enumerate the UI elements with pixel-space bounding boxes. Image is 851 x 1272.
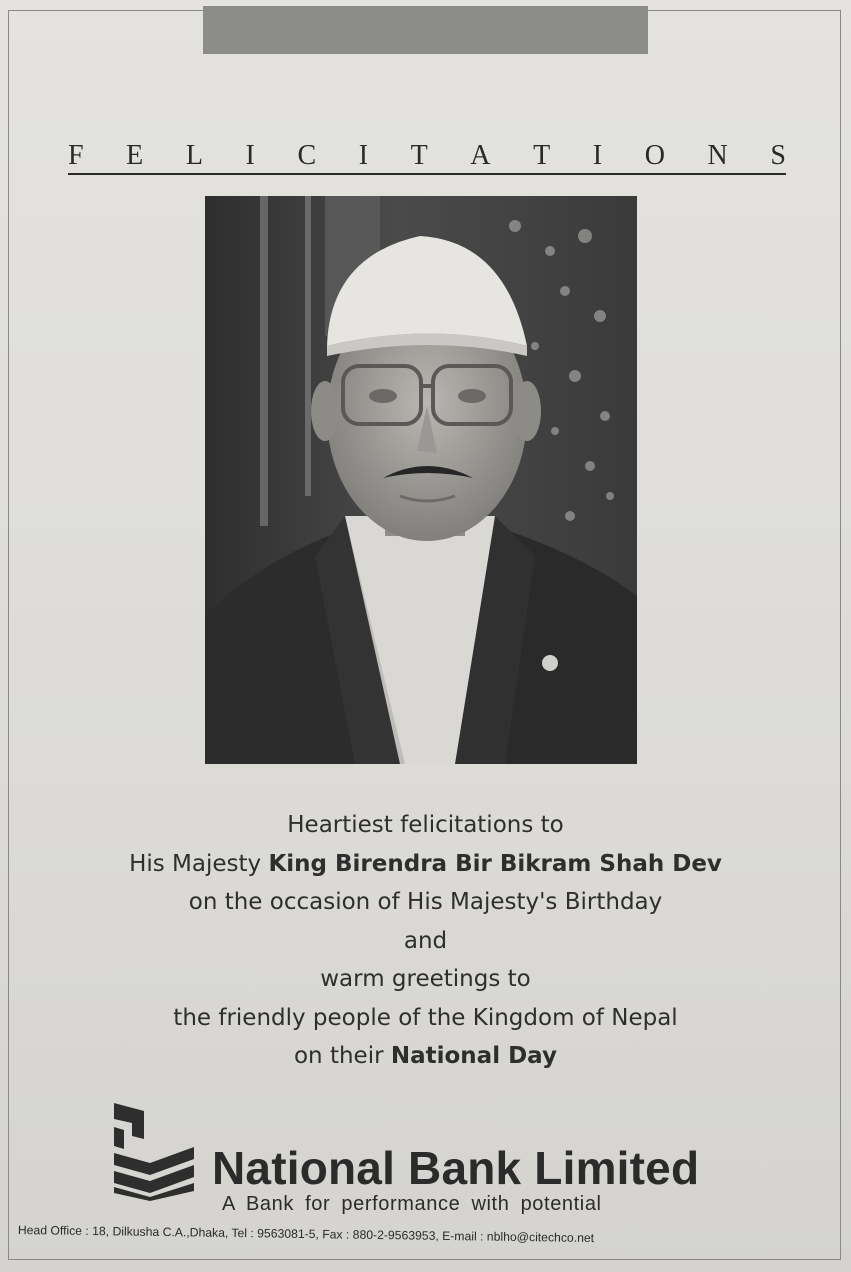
message-line: on the occasion of His Majesty's Birthday	[188, 889, 663, 915]
message-text: on their	[293, 1043, 391, 1069]
bank-tagline: A Bank for performance with potential	[222, 1193, 602, 1215]
message-line: warm greetings to	[320, 966, 531, 992]
heading-letter: A	[470, 140, 491, 171]
heading-letter: I	[358, 140, 369, 171]
message-line	[40, 1037, 811, 1076]
message-line: the friendly people of the Kingdom of Nepal	[173, 1004, 678, 1031]
heading-letter: C	[297, 140, 317, 171]
bank-logo-icon	[110, 1103, 196, 1201]
heading-letter: S	[770, 140, 786, 171]
heading-letter: O	[644, 140, 665, 171]
message-line	[40, 845, 811, 884]
top-gray-band	[203, 6, 648, 54]
heading-letter: T	[533, 140, 551, 171]
heading-letter: I	[245, 140, 255, 171]
heading-letter: E	[126, 140, 144, 171]
felicitations-heading	[68, 140, 786, 172]
heading-underline	[68, 173, 786, 175]
heading-letter: L	[185, 140, 203, 171]
felicitation-message	[40, 806, 811, 1076]
heading-letter: F	[68, 140, 84, 171]
message-line: Heartiest felicitations to	[287, 812, 564, 838]
heading-letter: I	[592, 140, 603, 171]
national-day: National Day	[390, 1043, 557, 1069]
message-text: His Majesty	[129, 850, 269, 877]
message-line: and	[403, 927, 448, 954]
head-office-footer: Head Office : 18, Dilkusha C.A.,Dhaka, Tel : 9563081-5, Fax : 880-2-9563953, E-mail : nblho@citechco.net	[17, 1222, 595, 1246]
king-name: King Birendra Bir Bikram Shah Dev	[268, 850, 722, 877]
bank-name: National Bank Limited	[212, 1142, 700, 1194]
portrait-photo	[205, 196, 637, 764]
heading-letter: T	[410, 140, 428, 171]
heading-letter: N	[707, 140, 728, 171]
portrait-illustration	[205, 196, 637, 764]
